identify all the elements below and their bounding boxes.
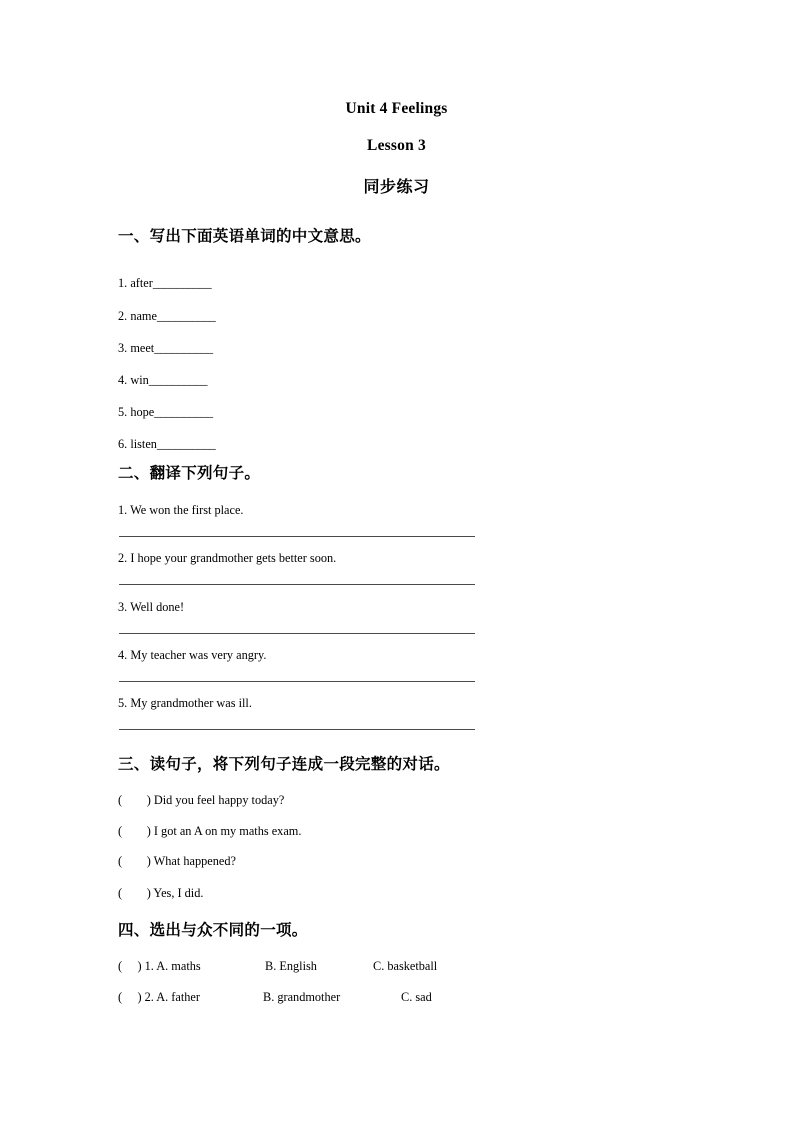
answer-line[interactable] [119,729,475,730]
lesson-title: Lesson 3 [367,137,426,154]
choice-number: 1. [144,959,154,973]
vocab-item [118,437,215,452]
order-blank[interactable]: ( ) [118,854,151,868]
worksheet-subtitle: 同步练习 [363,177,430,196]
vocab-word: win [130,373,149,387]
choice-option-b[interactable]: B. grandmother [263,990,341,1004]
translate-sentence: My teacher was very angry. [130,648,267,662]
section-two-heading: 二、翻译下列句子。 [118,464,261,482]
answer-line[interactable] [119,633,475,634]
choice-option-a[interactable]: A. maths [156,959,201,973]
translate-item [118,503,244,518]
translate-sentence: Well done! [130,600,185,614]
vocab-number: 5. [118,405,128,419]
vocab-blank[interactable]: __________ [152,276,212,290]
choice-row [118,990,518,1008]
answer-line[interactable] [119,584,475,585]
answer-line[interactable] [119,536,475,537]
choice-row [118,959,518,977]
vocab-number: 1. [118,276,128,290]
vocab-word: listen [130,437,157,451]
vocab-word: meet [130,341,155,355]
answer-line[interactable] [119,681,475,682]
choice-option-c[interactable]: C. sad [401,990,432,1004]
translate-number: 1. [118,503,128,517]
vocab-blank[interactable]: __________ [156,437,216,451]
section-one-heading: 一、写出下面英语单词的中文意思。 [118,227,371,245]
dialogue-item [118,854,236,869]
vocab-item [118,276,211,291]
translate-sentence: We won the first place. [130,503,244,517]
dialogue-sentence: Did you feel happy today? [153,793,285,807]
vocab-number: 4. [118,373,128,387]
dialogue-item [118,824,301,839]
vocab-item [118,405,213,420]
dialogue-item [118,793,284,808]
translate-number: 4. [118,648,128,662]
translate-number: 3. [118,600,128,614]
vocab-item [118,373,207,388]
dialogue-sentence: I got an A on my maths exam. [153,824,302,838]
order-blank[interactable]: ( ) [118,886,151,900]
dialogue-item [118,886,203,901]
choice-option-c[interactable]: C. basketball [373,959,438,973]
translate-item [118,648,266,663]
vocab-item [118,341,213,356]
vocab-blank[interactable]: __________ [154,341,213,355]
order-blank[interactable]: ( ) [118,824,151,838]
translate-number: 5. [118,696,128,710]
vocab-item [118,309,215,324]
dialogue-sentence: What happened? [153,854,236,868]
vocab-blank[interactable]: __________ [148,373,208,387]
translate-item [118,696,252,711]
vocab-word: after [130,276,153,290]
vocab-word: name [130,309,157,323]
section-four-heading: 四、选出与众不同的一项。 [118,921,308,939]
vocab-number: 6. [118,437,128,451]
vocab-number: 3. [118,341,128,355]
translate-number: 2. [118,551,128,565]
section-three-heading: 三、读句子，将下列句子连成一段完整的对话。 [118,755,450,773]
choice-blank[interactable]: ( ) [118,959,142,973]
choice-number: 2. [144,990,154,1004]
choice-option-b[interactable]: B. English [265,959,317,973]
order-blank[interactable]: ( ) [118,793,151,807]
unit-title: Unit 4 Feelings [345,100,448,117]
translate-item [118,600,184,615]
choice-blank[interactable]: ( ) [118,990,142,1004]
dialogue-sentence: Yes, I did. [153,886,204,900]
vocab-word: hope [130,405,155,419]
choice-option-a[interactable]: A. father [156,990,200,1004]
vocab-number: 2. [118,309,128,323]
vocab-blank[interactable]: __________ [154,405,213,419]
translate-sentence: I hope your grandmother gets better soon. [130,551,337,565]
translate-sentence: My grandmother was ill. [130,696,252,710]
vocab-blank[interactable]: __________ [156,309,216,323]
translate-item [118,551,336,566]
